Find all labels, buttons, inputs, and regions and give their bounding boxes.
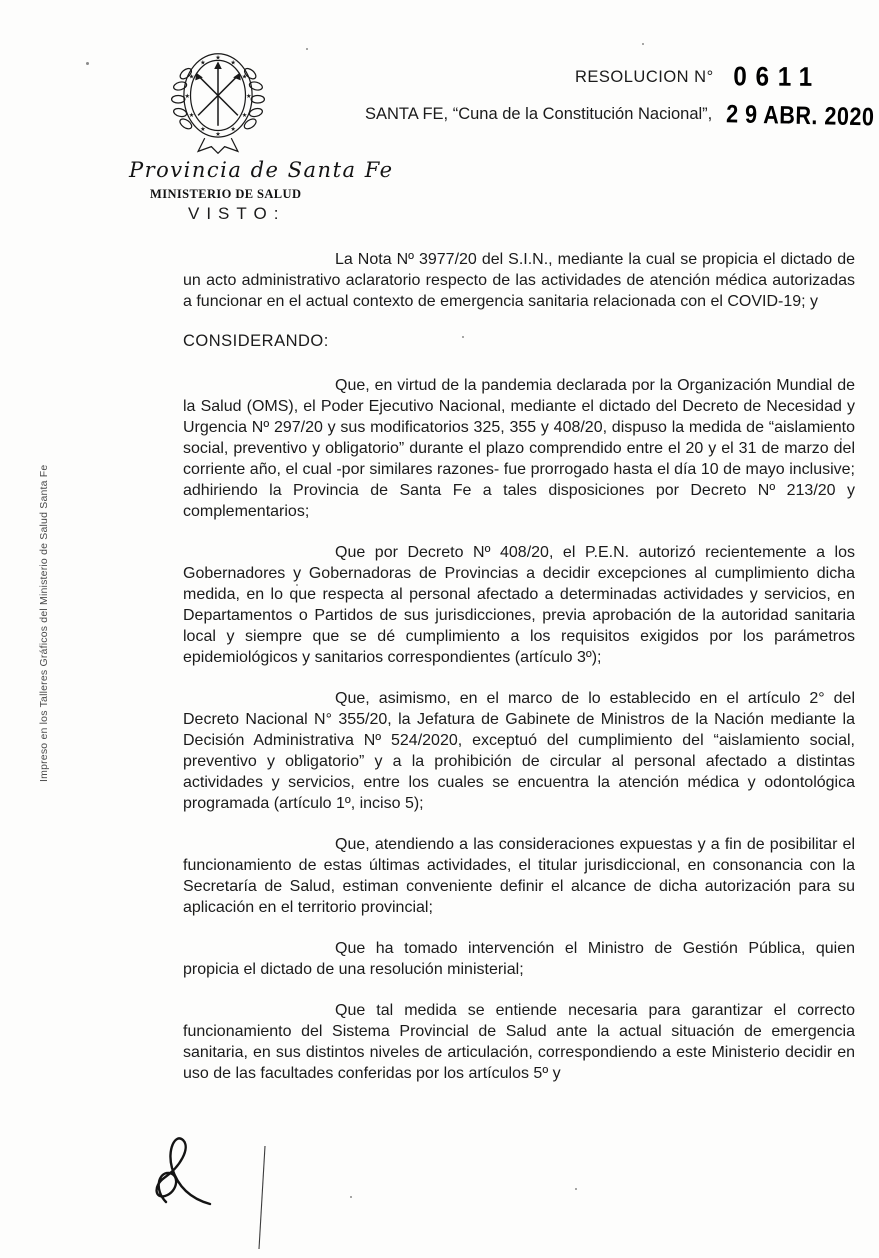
considerando-paragraph: Que, en virtud de la pandemia declarada por la Organización Mundial de la Salud (OMS), el Poder Ejecutivo Nacional, mediante el dictado del Decreto de Necesidad y Urgencia Nº 297/20 y sus modificatorios 325, 355 y 408/20, dispuso la medida de “aislamiento social, preventivo y obligatorio” durante el plazo comprendido entre el 20 y el 31 de marzo del corriente año, el cual -por similares razones- fue prorrogado hasta el día 10 de mayo inclusive; adhiriendo la Provincia de Santa Fe a tales disposiciones por Decreto Nº 213/20 y complementarios; bbox=[183, 377, 855, 520]
place-date-line bbox=[365, 99, 877, 131]
svg-text:★: ★ bbox=[241, 73, 248, 81]
considerando-paragraph: Que ha tomado intervención el Ministro de Gestión Pública, quien propicia el dictado de una resolución ministerial; bbox=[183, 940, 855, 978]
scan-speck bbox=[306, 48, 308, 50]
svg-text:★: ★ bbox=[230, 126, 236, 133]
date-stamp: 2 9 ABR. 2020 bbox=[725, 99, 875, 131]
considerando-paragraph: Que tal medida se entiende necesaria para garantizar el correcto funcionamiento del Sistema Provincial de Salud ante la actual situación de emergencia sanitaria, en sus distintos niveles de articulación, correspondiendo a este Ministerio decidir en uso de las facultades conferidas por los artículos 5º y bbox=[183, 1002, 855, 1082]
svg-text:★: ★ bbox=[184, 92, 190, 100]
ministry-letterhead: MINISTERIO DE SALUD bbox=[150, 187, 302, 201]
resolution-header bbox=[575, 63, 822, 92]
signature-initial-icon bbox=[150, 1136, 254, 1241]
svg-text:★: ★ bbox=[188, 73, 195, 81]
visto-paragraph: La Nota Nº 3977/20 del S.I.N., mediante la cual se propicia el dictado de un acto administrativo aclaratorio respecto de las actividades de atención médica autorizadas a funcionar en el actual contexto de emergencia sanitaria relacionada con el COVID-19; y bbox=[183, 251, 855, 310]
svg-text:★: ★ bbox=[215, 54, 221, 62]
svg-text:★: ★ bbox=[241, 111, 248, 119]
scan-speck bbox=[840, 438, 842, 440]
resolution-label: RESOLUCION N° bbox=[575, 68, 714, 86]
considerando-paragraph: Que, asimismo, en el marco de lo establecido en el artículo 2° del Decreto Nacional N° 355/20, la Jefatura de Gabinete de Ministros de la Nación mediante la Decisión Administrativa Nº 524/2020, exceptuó del cumplimiento del “aislamiento social, preventivo y obligatorio” y a la prohibición de circular al personal afectado a distintas actividades y servicios, entre los cuales se encuentra la atención médica y odontológica programada (artículo 1º, inciso 5); bbox=[183, 690, 855, 812]
svg-text:★: ★ bbox=[200, 59, 206, 67]
svg-text:★: ★ bbox=[188, 111, 195, 119]
city-motto-text: SANTA FE, “Cuna de la Constitución Nacional”, bbox=[365, 105, 713, 123]
resolution-number-stamp: 0611 bbox=[733, 61, 822, 93]
svg-text:★: ★ bbox=[230, 59, 236, 67]
visto-heading: VISTO: bbox=[188, 204, 286, 223]
svg-text:★: ★ bbox=[200, 126, 206, 133]
svg-text:★: ★ bbox=[215, 131, 221, 139]
scan-speck bbox=[350, 1196, 352, 1198]
scan-speck bbox=[462, 336, 464, 338]
considerando-heading: CONSIDERANDO: bbox=[183, 332, 329, 350]
printer-margin-note: Impreso en los Talleres Gráficos del Ministerio de Salud Santa Fe bbox=[38, 464, 50, 782]
svg-text:★: ★ bbox=[246, 92, 252, 100]
considerando-paragraph: Que, atendiendo a las consideraciones expuestas y a fin de posibilitar el funcionamiento de estas últimas actividades, el titular jurisdiccional, en consonancia con la Secretaría de Salud, estiman conveniente definir el alcance de dicha autorización para su aplicación en el territorio provincial; bbox=[183, 836, 855, 916]
scan-speck bbox=[86, 62, 89, 65]
document-body bbox=[183, 204, 855, 1104]
scan-speck bbox=[642, 43, 644, 45]
province-letterhead: Provincia de Santa Fe bbox=[129, 158, 394, 182]
considerando-paragraph: Que por Decreto Nº 408/20, el P.E.N. autorizó recientemente a los Gobernadores y Gobernadoras de Provincias a decidir excepciones al cumplimiento dicha medida, en lo que respecta al personal afectado a determinadas actividades y servicios, en Departamentos o Partidos de sus jurisdicciones, previa aprobación de la autoridad sanitaria local y siempre que se dé cumplimiento a los requisitos exigidos por los parámetros epidemiológicos y sanitarios correspondientes (artículo 3º); bbox=[183, 544, 855, 666]
fold-line bbox=[256, 1146, 268, 1255]
scan-speck bbox=[296, 584, 298, 586]
scan-speck bbox=[575, 1188, 577, 1190]
santa-fe-coat-of-arms-icon bbox=[161, 50, 275, 163]
